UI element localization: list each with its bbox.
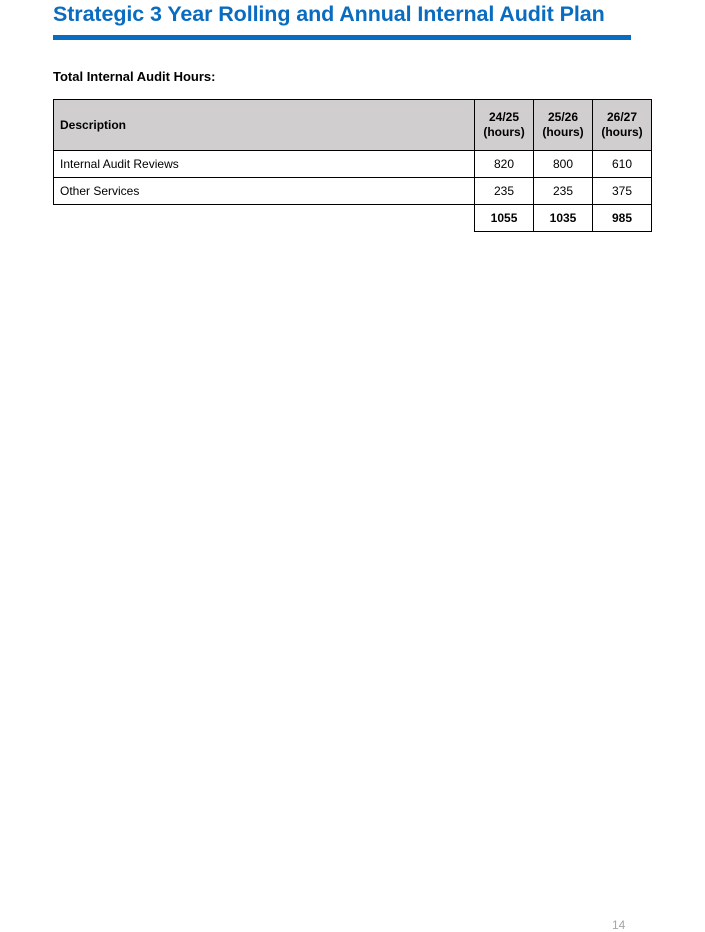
column-header-2425 [475, 100, 534, 151]
total-value-2425: 1055 [475, 205, 534, 232]
total-row-spacer [54, 205, 475, 232]
column-header-label: Description [60, 117, 127, 132]
row-value-2425: 820 [475, 151, 534, 178]
section-heading: Total Internal Audit Hours: [53, 69, 216, 84]
column-header-description [54, 100, 475, 151]
table-total-row [54, 205, 652, 232]
table-header-row [54, 100, 652, 151]
audit-hours-table [53, 99, 652, 232]
row-value-2425: 235 [475, 178, 534, 205]
row-value-2526: 235 [534, 178, 593, 205]
row-value-2627: 610 [593, 151, 652, 178]
column-header-label: 24/25 [489, 110, 520, 124]
page-number: 14 [612, 918, 626, 932]
row-description: Other Services [54, 178, 475, 205]
page-title: Strategic 3 Year Rolling and Annual Internal Audit Plan [53, 2, 605, 26]
table-row [54, 151, 652, 178]
table-row [54, 178, 652, 205]
total-value-2526: 1035 [534, 205, 593, 232]
column-header-label: 26/27 [606, 110, 638, 124]
column-header-2627 [593, 100, 652, 151]
row-value-2627: 375 [593, 178, 652, 205]
row-value-2526: 800 [534, 151, 593, 178]
row-description: Internal Audit Reviews [54, 151, 475, 178]
column-header-2526 [534, 100, 593, 151]
column-header-unit: (hours) [483, 125, 525, 139]
column-header-unit: (hours) [601, 125, 643, 139]
column-header-label: 25/26 [547, 110, 579, 124]
column-header-unit: (hours) [542, 125, 584, 139]
title-divider [53, 35, 631, 40]
total-value-2627: 985 [593, 205, 652, 232]
